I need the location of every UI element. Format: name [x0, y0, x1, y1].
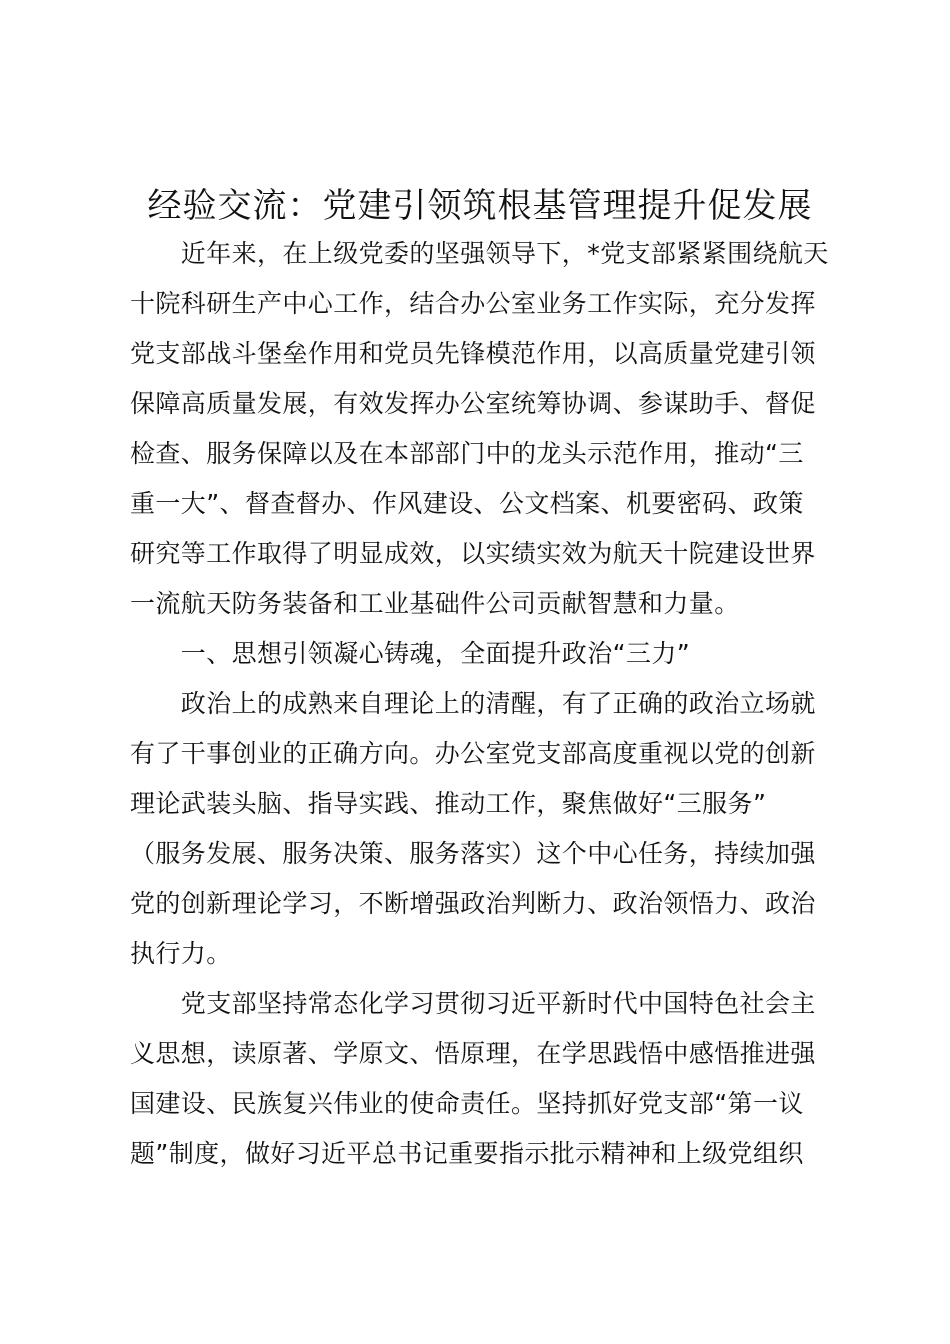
- body-line: 理论武装头脑、指导实践、推动工作，聚焦做好“三服务”: [130, 789, 767, 818]
- body-line: 义思想，读原著、学原文、悟原理，在学思践悟中感悟推进强: [130, 1039, 816, 1068]
- document-title: 经验交流：党建引领筑根基管理提升促发展: [147, 186, 813, 226]
- body-line: 近年来，在上级党委的坚强领导下，*党支部紧紧围绕航天: [130, 239, 829, 268]
- body-line: 党的创新理论学习，不断增强政治判断力、政治领悟力、政治: [130, 889, 816, 918]
- body-line: 题”制度，做好习近平总书记重要指示批示精神和上级党组织: [130, 1139, 804, 1168]
- body-line: 一流航天防务装备和工业基础件公司贡献智慧和力量。: [130, 589, 740, 618]
- body-line: 党支部坚持常态化学习贯彻习近平新时代中国特色社会主: [130, 989, 816, 1018]
- body-line: 党支部战斗堡垒作用和党员先锋模范作用，以高质量党建引领: [130, 339, 816, 368]
- body-line: 执行力。: [130, 939, 232, 968]
- body-line: 国建设、民族复兴伟业的使命责任。坚持抓好党支部“第一议: [130, 1089, 804, 1118]
- body-line: （服务发展、服务决策、服务落实）这个中心任务，持续加强: [130, 839, 816, 868]
- body-line: 十院科研生产中心工作，结合办公室业务工作实际，充分发挥: [130, 289, 816, 318]
- section-heading: 一、思想引领凝心铸魂，全面提升政治“三力”: [130, 639, 691, 668]
- body-line: 有了干事创业的正确方向。办公室党支部高度重视以党的创新: [130, 739, 816, 768]
- body-line: 研究等工作取得了明显成效，以实绩实效为航天十院建设世界: [130, 539, 816, 568]
- body-line: 保障高质量发展，有效发挥办公室统筹协调、参谋助手、督促: [130, 389, 816, 418]
- body-line: 重一大”、督查督办、作风建设、公文档案、机要密码、政策: [130, 489, 804, 518]
- body-line: 检查、服务保障以及在本部部门中的龙头示范作用，推动“三: [130, 439, 804, 468]
- body-line: 政治上的成熟来自理论上的清醒，有了正确的政治立场就: [130, 689, 816, 718]
